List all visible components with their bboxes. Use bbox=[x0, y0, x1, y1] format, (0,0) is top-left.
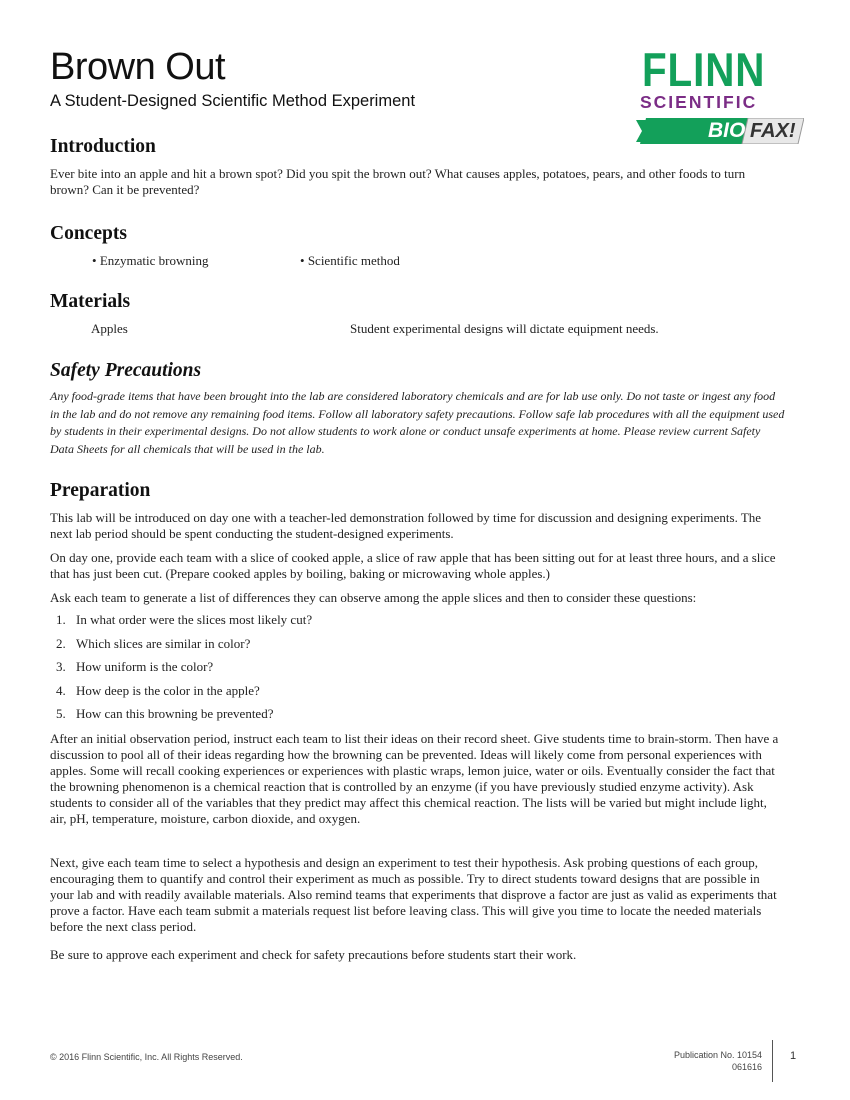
preparation-paragraph: Ask each team to generate a list of differences they can observe among the apple slices and then to consider these questions: bbox=[50, 590, 697, 605]
list-item-number: 4. bbox=[56, 682, 66, 698]
publication-code: 061616 bbox=[731, 1062, 762, 1072]
list-item bbox=[56, 659, 756, 683]
publication-number: Publication No. 10154 bbox=[673, 1050, 762, 1060]
logo-scientific-text: SCIENTIFIC bbox=[640, 92, 758, 112]
question-list bbox=[56, 612, 756, 730]
list-item-text: In what order were the slices most likely cut? bbox=[76, 612, 313, 627]
preparation-paragraph: Next, give each team time to select a hypothesis and design an experiment to test their hypothesis. Ask probing questions of each group, encouraging them to quantify and control their experiment as much as possible. Try to direct students toward designs that are possible in your lab and with readily available materials. Also remind teams that experiments that disprove a factor are just as valid as experiments that prove a factor. Have each team submit a materials request list before leaving class. This will give you time to locate the needed materials before the next class period. bbox=[50, 855, 777, 934]
introduction-heading: Introduction bbox=[50, 136, 156, 157]
list-item bbox=[56, 636, 756, 660]
list-item-number: 5. bbox=[56, 706, 66, 721]
list-item bbox=[56, 706, 756, 730]
preparation-paragraph: On day one, provide each team with a slice of cooked apple, a slice of raw apple that has been sitting out for at least three hours, and a slice that has just been cut. (Prepare cooked apples by boiling, baking or microwaving whole apples.) bbox=[50, 550, 776, 581]
preparation-paragraph: After an initial observation period, instruct each team to list their ideas on their record sheet. Give students time to brain-storm. Then have a discussion to pool all of their ideas regarding how the browning can be prevented. Ideas will likely come from personal experiences with apples. Some will recall cooking experiences or experiences with plastic wraps, lemon juice, water or oils. Eventually consider the fact that the browning phenomenon is a chemical reaction that is controlled by an enzyme (if you have previously studied enzyme activity). Ask students to consider all of the variables that they predict may affect this chemical reaction. The lists will be varied but might include light, air, pH, temperature, moisture, carbon dioxide, and oxygen. bbox=[50, 731, 779, 826]
introduction-text: Ever bite into an apple and hit a brown spot? Did you spit the brown out? What causes apples, potatoes, pears, and other foods to turn brown? Can it be prevented? bbox=[50, 166, 746, 197]
concept-item-label: Enzymatic browning bbox=[99, 253, 209, 268]
page-title: Brown Out bbox=[50, 46, 226, 88]
concept-item: • Enzymatic browning bbox=[92, 253, 209, 268]
flinn-logo bbox=[630, 43, 810, 150]
list-item-number: 3. bbox=[56, 659, 66, 674]
copyright-text: © 2016 Flinn Scientific, Inc. All Rights Reserved. bbox=[50, 1052, 243, 1062]
list-item-text: How deep is the color in the apple? bbox=[76, 682, 260, 698]
concept-item-label: Scientific method bbox=[307, 253, 400, 268]
preparation-paragraph: This lab will be introduced on day one with a teacher-led demonstration followed by time for discussion and designing experiments. The next lab period should be spent conducting the student-designed experiments. bbox=[50, 510, 762, 541]
footer-divider bbox=[772, 1040, 773, 1082]
concept-item: • Scientific method bbox=[300, 253, 400, 268]
safety-heading: Safety Precautions bbox=[50, 360, 202, 381]
list-item bbox=[56, 612, 756, 636]
list-item-number: 2. bbox=[56, 635, 66, 651]
page-subtitle: A Student-Designed Scientific Method Experiment bbox=[50, 92, 416, 110]
publication-info bbox=[674, 1049, 762, 1073]
list-item-text: Which slices are similar in color? bbox=[76, 635, 251, 651]
list-item-number: 1. bbox=[56, 612, 66, 627]
list-item-text: How uniform is the color? bbox=[76, 659, 214, 674]
logo-bio-text: BIO bbox=[708, 119, 746, 142]
logo-fax-text: FAX! bbox=[750, 120, 796, 142]
safety-text: Any food-grade items that have been brought into the lab are considered laboratory chemicals and are for lab use only. Do not taste or ingest any food in the lab and do not remove any remaining food items. Follow all laboratory safety precautions. Follow safe lab procedures with all the equipment used by students in their experimental designs. Do not allow students to work alone or conduct unsafe experiments at home. Please review current Safety Data Sheets for all chemicals that will be used in the lab. bbox=[50, 389, 785, 456]
preparation-heading: Preparation bbox=[50, 480, 151, 501]
materials-item: Apples bbox=[91, 321, 128, 336]
materials-heading: Materials bbox=[50, 291, 131, 312]
preparation-paragraph: Be sure to approve each experiment and check for safety precautions before students start their work. bbox=[50, 947, 577, 962]
page-number: 1 bbox=[790, 1050, 797, 1062]
list-item bbox=[56, 683, 756, 707]
materials-note: Student experimental designs will dictate equipment needs. bbox=[350, 321, 659, 336]
logo-flinn-text: FLINN bbox=[642, 43, 766, 96]
list-item-text: How can this browning be prevented? bbox=[76, 706, 274, 721]
concepts-heading: Concepts bbox=[50, 223, 127, 244]
